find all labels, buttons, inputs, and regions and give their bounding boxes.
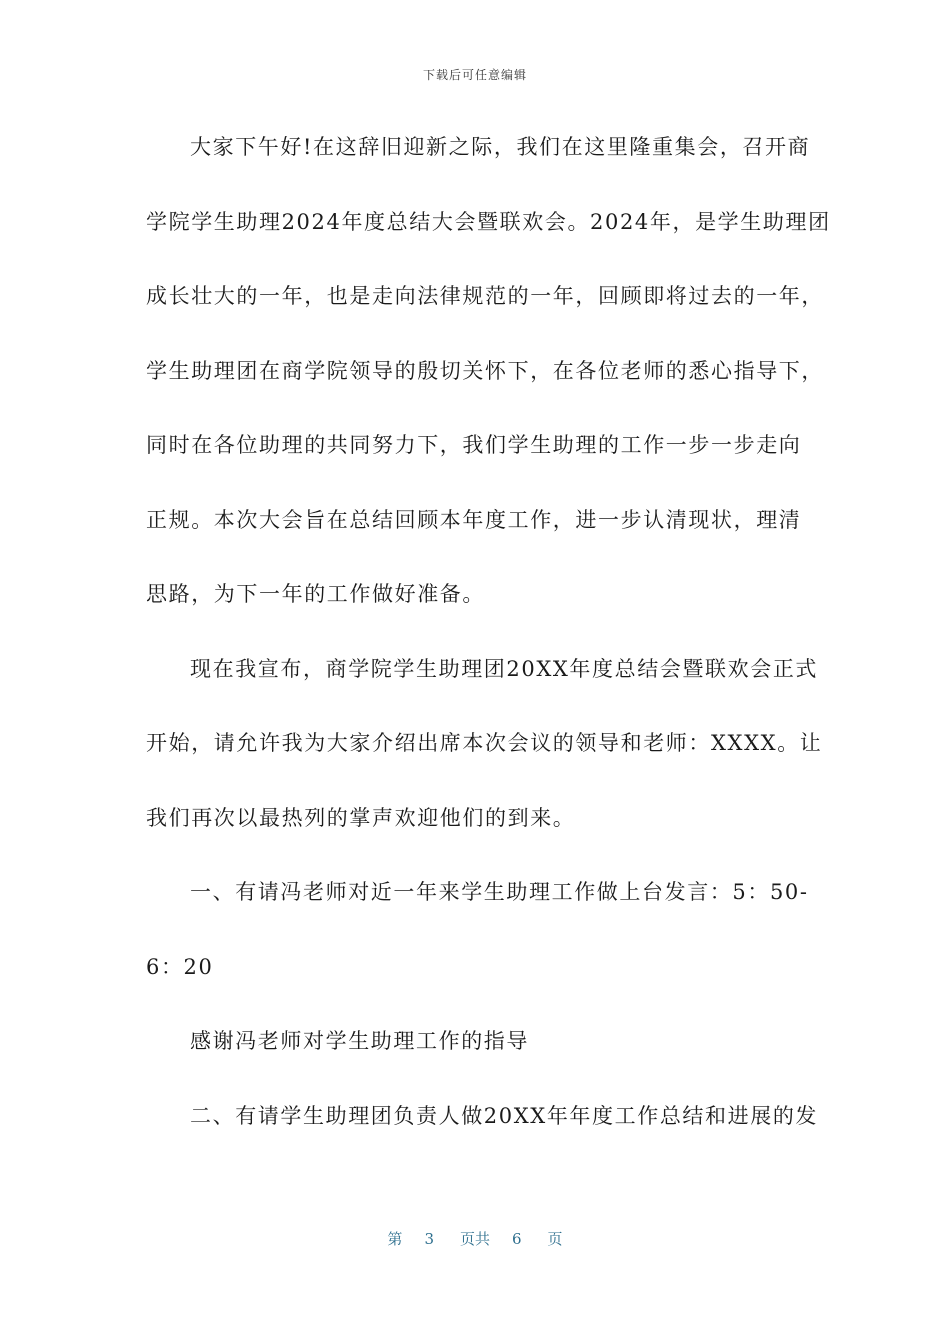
paragraph-line: 6：20	[146, 954, 214, 979]
document-body	[146, 124, 831, 1167]
footer-label-ye: 页	[547, 1230, 563, 1248]
paragraph-line: 学院学生助理2024年度总结大会暨联欢会。2024年，是学生助理团	[146, 209, 831, 234]
paragraph-line: 思路，为下一年的工作做好准备。	[146, 582, 485, 606]
paragraph-line: 同时在各位助理的共同努力下，我们学生助理的工作一步一步走向	[146, 433, 802, 457]
paragraph-line: 二、有请学生助理团负责人做20XX年年度工作总结和进展的发	[190, 1103, 819, 1128]
paragraph-line: 成长壮大的一年，也是走向法律规范的一年，回顾即将过去的一年，	[146, 284, 824, 308]
paragraph-line: 我们再次以最热列的掌声欢迎他们的到来。	[146, 805, 576, 830]
page-footer	[0, 1228, 950, 1249]
footer-page-total: 6	[512, 1230, 522, 1248]
paragraph-line: 大家下午好!在这辞旧迎新之际，我们在这里隆重集会，召开商	[190, 135, 811, 159]
footer-page-current: 3	[424, 1230, 434, 1248]
footer-label-ye-gong: 页共	[459, 1230, 490, 1248]
paragraph-line: 感谢冯老师对学生助理工作的指导	[190, 1029, 529, 1053]
paragraph-line: 现在我宣布，商学院学生助理团20XX年度总结会暨联欢会正式	[190, 656, 819, 681]
paragraph-line: 学生助理团在商学院领导的殷切关怀下，在各位老师的悉心指导下，	[146, 358, 824, 383]
footer-label-di: 第	[387, 1230, 403, 1248]
paragraph-line: 正规。本次大会旨在总结回顾本年度工作，进一步认清现状，理清	[146, 507, 802, 532]
header-note: 下载后可任意编辑	[422, 68, 527, 82]
paragraph-line: 一、有请冯老师对近一年来学生助理工作做上台发言：5：50-	[190, 880, 809, 904]
paragraph-line: 开始，请允许我为大家介绍出席本次会议的领导和老师：XXXX。让	[146, 731, 823, 755]
